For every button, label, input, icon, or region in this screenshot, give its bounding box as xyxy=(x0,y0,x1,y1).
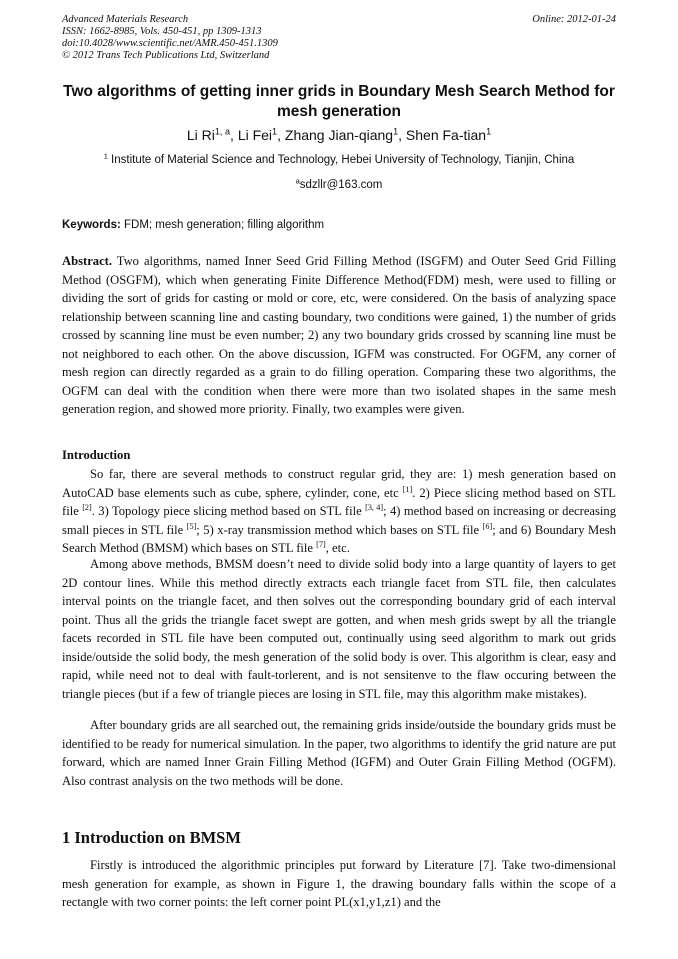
keywords-label: Keywords: xyxy=(62,219,121,231)
intro-text: . 2) Piece slicing method based on STL file xyxy=(62,485,617,518)
affiliation-text: Institute of Material Science and Technology, Hebei University of Technology, Tianjin, China xyxy=(111,154,575,166)
section-1-heading: 1 Introduction on BMSM xyxy=(62,828,241,847)
intro-paragraph-1 xyxy=(62,465,616,558)
online-date: Online: 2012-01-24 xyxy=(532,14,616,25)
email-address[interactable]: sdzllr@163.com xyxy=(299,179,383,191)
author-affiliation-mark: 1 xyxy=(272,126,278,137)
intro-text: . 3) Topology piece slicing method based on STL file xyxy=(91,504,366,518)
journal-header xyxy=(62,14,616,62)
author-name: Zhang Jian-qiang xyxy=(284,127,394,143)
intro-text: ; 5) x-ray transmission method which bases on STL file xyxy=(196,522,483,537)
journal-doi: doi:10.4028/www.scientific.net/AMR.450-451.1309 xyxy=(62,38,278,49)
author-affiliation-mark: 1, a xyxy=(214,126,231,137)
citation: [1] xyxy=(402,484,413,494)
copyright-notice: © 2012 Trans Tech Publications Ltd, Switzerland xyxy=(62,50,270,61)
citation: [6] xyxy=(482,521,493,531)
journal-name: Advanced Materials Research xyxy=(62,14,189,25)
author-affiliation-mark: 1 xyxy=(486,126,492,137)
journal-issn: ISSN: 1662-8985, Vols. 450-451, pp 1309-1313 xyxy=(62,26,262,37)
abstract xyxy=(62,252,616,419)
abstract-label: Abstract. xyxy=(62,254,113,268)
intro-text: ; 4) method based on increasing or decreasing small pieces in STL file xyxy=(62,504,616,537)
email-mark: a xyxy=(295,176,300,186)
intro-text: So far, there are several methods to construct regular grid, they are: 1) mesh generation based on AutoCAD base elements such as cube, sphere, cylinder, cone, etc xyxy=(62,467,616,500)
citation: [2] xyxy=(82,503,92,513)
citation: [3, 4] xyxy=(365,503,384,513)
citation: [7] xyxy=(316,540,326,550)
section-1-paragraph: Firstly is introduced the algorithmic principles put forward by Literature [7]. Take two-dimensional mesh generation for example, as shown in Figure 1, the drawing boundary falls within the scope of a rectangle with two corner points: the left corner point PL(x1,y1,z1) and the xyxy=(62,858,616,909)
citation: [5] xyxy=(186,521,197,531)
affiliation xyxy=(62,153,616,168)
author-name: Shen Fa-tian xyxy=(405,127,487,143)
abstract-text: Two algorithms, named Inner Seed Grid Filling Method (ISGFM) and Outer Seed Grid Filling Method (OSGFM), which when generating Finite Difference Method(FDM) mesh, were used to filling or dividing the sort of grids for casting or mold or core, etc, were considered. On the basis of analyzing space relationship between scanning line and casting boundary, two conditions were gained, 1) the number of grids crossed by scanning line must be even number; 2) any two boundary grids crossed by scanning line must be not neighbored to each other. On the above discussion, IGFM was constructed. For OGFM, any corner of mesh region can directly regarded as a grain to do filling operation. Comparing these two algorithms, the OGFM can deal with the condition when there were more than two isolated shapes in the same mesh generation region, and showed more priority. Finally, two examples were given. xyxy=(62,254,616,416)
intro-paragraph-3: After boundary grids are all searched out, the remaining grids inside/outside the boundary grids must be identified to be ready for numerical simulation. In the paper, two algorithms to identify the grid nature are put forward, which are named Inner Grain Filling Method (IGFM) and Outer Grain Filling Method (OGFM). Also contrast analysis on the two methods will be done. xyxy=(62,718,616,788)
author-email xyxy=(62,178,616,193)
author-affiliation-mark: 1 xyxy=(393,126,399,137)
intro-text: , etc. xyxy=(325,541,350,555)
author-list: Li Ri$^{1, a}$, Li Fei$^1$, Zhang Jian-qiang$^1$, Shen Fa-tian$^1$ xyxy=(186,126,492,143)
affiliation-mark: 1 xyxy=(103,151,108,161)
author-name: Li Ri xyxy=(186,127,215,143)
introduction-heading: Introduction xyxy=(62,448,131,462)
intro-paragraph-2: Among above methods, BMSM doesn’t need to divide solid body into a large quantity of layers to get 2D contour lines. While this method directly extracts each triangle facet from STL file, then calculates interval points on the triangle facet, and then solves out the corresponding boundary grid of each interval point. Thus all the grids the triangle facet swept are gotten, and when mesh grids swept by all the triangle facets recorded in STL file have been computed out, continually using seed algorithm to mark out grids inside/outside the solid body, the mesh generation of the solid body is over. This algorithm is clear, easy and rapid, while need not to deal with fault-torlerent, and is not sensitenve to the flaw occuring between the triangle pieces (but if a few of triangle pieces are losing in STL file, may this algorithm make mistakes). xyxy=(62,557,616,701)
keywords-text: FDM; mesh generation; filling algorithm xyxy=(124,219,325,231)
keywords xyxy=(62,218,616,233)
intro-text: ; and 6) Boundary Mesh Search Method (BMSM) which bases on STL file xyxy=(62,522,617,555)
paper-title: Two algorithms of getting inner grids in Boundary Mesh Search Method for mesh generation xyxy=(63,83,615,120)
author-name: Li Fei xyxy=(237,127,273,143)
